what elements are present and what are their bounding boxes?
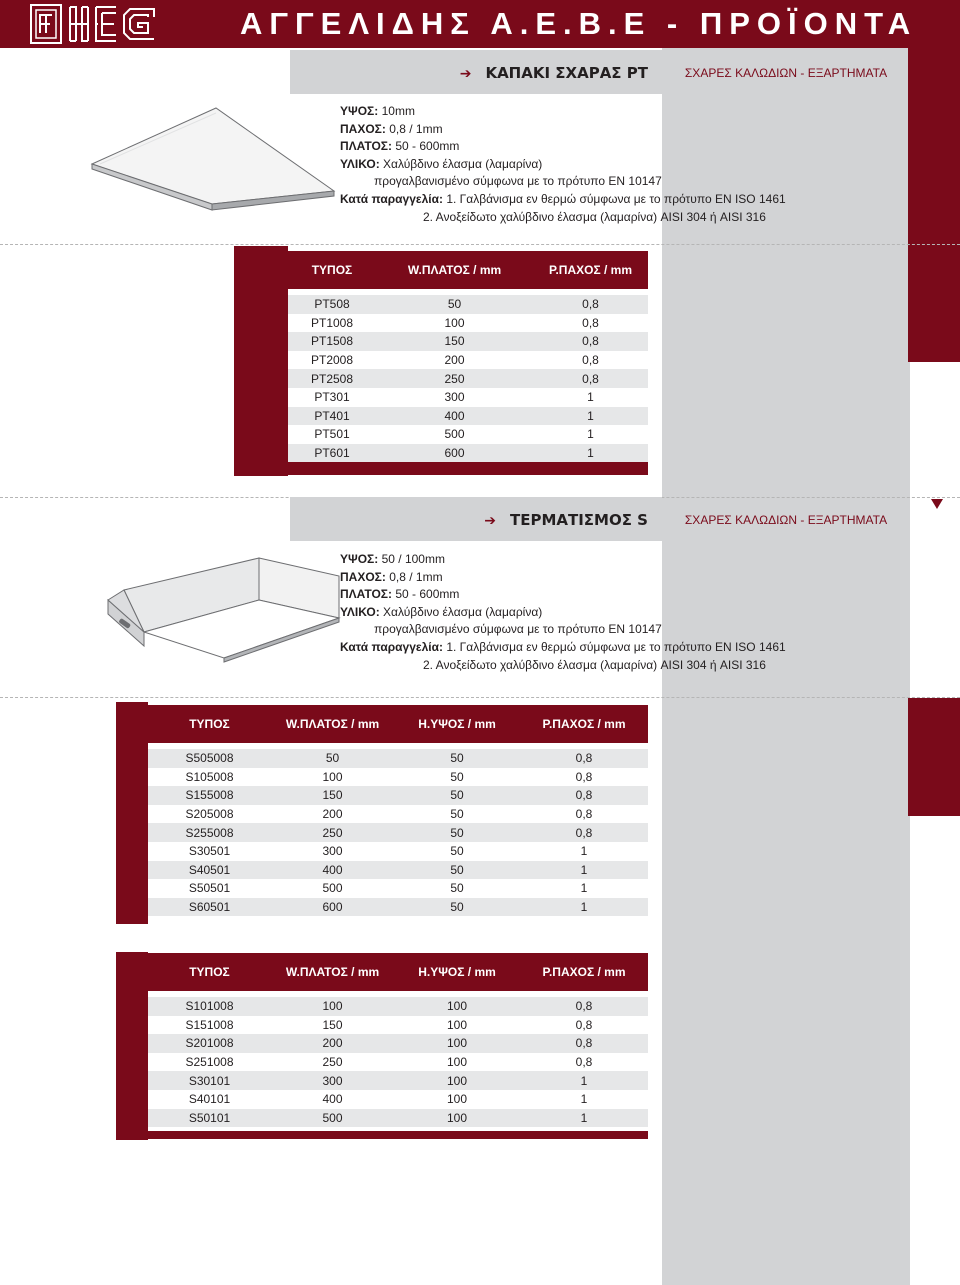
table-cell: S50101 <box>148 1109 271 1128</box>
table-cell: PT501 <box>288 425 376 444</box>
table-cell: 50 <box>394 823 520 842</box>
table-cell: 0,8 <box>520 1034 648 1053</box>
section-title-text: ΚΑΠΑΚΙ ΣΧΑΡΑΣ PT <box>485 64 648 82</box>
table-cell: 300 <box>271 842 394 861</box>
table-header-row: ΤΥΠΟΣ W.ΠΛΑΤΟΣ / mm P.ΠΑΧΟΣ / mm <box>288 251 648 289</box>
page-tab-top <box>908 48 960 362</box>
end-piece-table-50 <box>148 705 648 916</box>
table-cell: S505008 <box>148 749 271 768</box>
table-cell: PT2008 <box>288 351 376 370</box>
table-cell: 150 <box>376 332 533 351</box>
table-header-row: ΤΥΠΟΣ W.ΠΛΑΤΟΣ / mm H.ΥΨΟΣ / mm P.ΠΑΧΟΣ / mm <box>148 953 648 991</box>
table-cell: S40501 <box>148 861 271 880</box>
table-cell: 100 <box>376 314 533 333</box>
table-side-band <box>234 246 288 476</box>
table-cell: 0,8 <box>533 332 648 351</box>
table-cell: S30101 <box>148 1071 271 1090</box>
table-cell: 1 <box>533 388 648 407</box>
table-row <box>288 407 648 426</box>
table-cell: 250 <box>271 1053 394 1072</box>
table-cell: 0,8 <box>520 1053 648 1072</box>
cover-table <box>288 251 648 475</box>
arrow-right-icon: ➔ <box>459 66 472 82</box>
table-row <box>288 369 648 388</box>
table-cell: 500 <box>376 425 533 444</box>
table-cell: 400 <box>271 1090 394 1109</box>
table-cell: S101008 <box>148 997 271 1016</box>
table-cell: PT1508 <box>288 332 376 351</box>
table-cell: 50 <box>394 898 520 917</box>
specs-block: ΥΨΟΣ: 10mm ΠΑΧΟΣ: 0,8 / 1mm ΠΛΑΤΟΣ: 50 - 600mm ΥΛΙΚΟ: Χαλύβδινο έλασμα (λαμαρίνα) προγαλβανισμένο σύμφωνα με το πρότυπο EN 10147 Κατά παραγγελία: 1. Γαλβάνισμα εν θερμώ σύμφωνα με το πρότυπο EN ISO 1461 2. Ανοξείδωτο χαλύβδινο έλασμα (λαμαρίνα) AISI 304 ή AISI 316 <box>340 104 786 224</box>
table-cell: 100 <box>394 1034 520 1053</box>
table-row <box>148 898 648 917</box>
table-cell: PT508 <box>288 295 376 314</box>
table-cell: S201008 <box>148 1034 271 1053</box>
table-cell: S30501 <box>148 842 271 861</box>
table-cell: 50 <box>394 786 520 805</box>
company-logo <box>30 3 158 45</box>
section-title <box>460 50 648 94</box>
table-cell: 50 <box>394 879 520 898</box>
table-cell: 1 <box>520 1090 648 1109</box>
table-cell: 50 <box>376 295 533 314</box>
table-row <box>148 1034 648 1053</box>
table-cell: S50501 <box>148 879 271 898</box>
table-cell: S155008 <box>148 786 271 805</box>
table-cell: 250 <box>376 369 533 388</box>
table-row <box>288 295 648 314</box>
table-cell: S205008 <box>148 805 271 824</box>
table-cell: 50 <box>271 749 394 768</box>
dashed-divider <box>0 244 960 245</box>
table-cell: 100 <box>394 1071 520 1090</box>
table-cell: 1 <box>520 1109 648 1128</box>
table-cell: 150 <box>271 1016 394 1035</box>
arrow-right-icon: ➔ <box>484 513 496 529</box>
table-cell: 0,8 <box>520 823 648 842</box>
section-category: ΣΧΑΡΕΣ ΚΑΛΩΔΙΩΝ - ΕΞΑΡΤΗΜΑΤΑ <box>684 66 888 80</box>
table-row <box>148 786 648 805</box>
table-cell: 0,8 <box>533 295 648 314</box>
table-cell: 200 <box>271 1034 394 1053</box>
table-cell: 1 <box>533 407 648 426</box>
table-cell: 150 <box>271 786 394 805</box>
table-row <box>148 1090 648 1109</box>
table-cell: S151008 <box>148 1016 271 1035</box>
table-cell: 100 <box>394 1053 520 1072</box>
table-cell: 100 <box>394 1109 520 1128</box>
dashed-divider <box>0 697 960 698</box>
table-row <box>288 425 648 444</box>
table-cell: S255008 <box>148 823 271 842</box>
table-cell: 1 <box>520 1071 648 1090</box>
section-title-text: ΤΕΡΜΑΤΙΣΜΟΣ S <box>509 511 648 529</box>
cover-product-drawing <box>84 96 344 216</box>
specs-block: ΥΨΟΣ: 50 / 100mm ΠΑΧΟΣ: 0,8 / 1mm ΠΛΑΤΟΣ: 50 - 600mm ΥΛΙΚΟ: Χαλύβδινο έλασμα (λαμαρίνα) προγαλβανισμένο σύμφωνα με το πρότυπο EN 10147 Κατά παραγγελία: 1. Γαλβάνισμα εν θερμώ σύμφωνα με το πρότυπο EN ISO 1461 2. Ανοξείδωτο χαλύβδινο έλασμα (λαμαρίνα) AISI 304 ή AISI 316 <box>340 552 786 672</box>
table-cell: 0,8 <box>533 314 648 333</box>
triangle-down-icon <box>931 499 943 509</box>
table-side-band <box>116 702 148 924</box>
table-cell: 0,8 <box>520 805 648 824</box>
page-title: ΑΓΓΕΛΙΔΗΣ Α.Ε.Β.Ε - ΠΡΟΪΟΝΤΑ <box>240 6 918 41</box>
table-cell: 0,8 <box>533 369 648 388</box>
table-cell: 100 <box>394 1016 520 1035</box>
table-row <box>148 1053 648 1072</box>
table-row <box>288 351 648 370</box>
table-row <box>148 997 648 1016</box>
table-cell: 400 <box>376 407 533 426</box>
table-row <box>288 314 648 333</box>
table-cell: 0,8 <box>533 351 648 370</box>
table-cell: PT401 <box>288 407 376 426</box>
section-category: ΣΧΑΡΕΣ ΚΑΛΩΔΙΩΝ - ΕΞΑΡΤΗΜΑΤΑ <box>684 513 888 527</box>
table-cell: S105008 <box>148 768 271 787</box>
page-tab-bottom <box>908 698 960 816</box>
table-row <box>288 444 648 463</box>
table-cell: 250 <box>271 823 394 842</box>
table-cell: 1 <box>533 425 648 444</box>
table-side-band <box>116 952 148 1140</box>
table-row <box>148 1071 648 1090</box>
table-cell: 0,8 <box>520 1016 648 1035</box>
table-cell: PT1008 <box>288 314 376 333</box>
table-row <box>148 842 648 861</box>
table-cell: 0,8 <box>520 749 648 768</box>
table-cell: 600 <box>376 444 533 463</box>
end-piece-table-100 <box>148 953 648 1127</box>
end-piece-product-drawing <box>84 548 344 668</box>
table-row <box>148 879 648 898</box>
table-row <box>148 749 648 768</box>
table-cell: 1 <box>520 898 648 917</box>
table-row <box>148 1016 648 1035</box>
table-row <box>148 768 648 787</box>
table-footer-band <box>148 1131 648 1139</box>
table-cell: 1 <box>520 861 648 880</box>
table-cell: 0,8 <box>520 997 648 1016</box>
table-cell: 200 <box>271 805 394 824</box>
table-row <box>148 1109 648 1128</box>
table-cell: 1 <box>520 879 648 898</box>
table-row <box>288 388 648 407</box>
table-cell: 1 <box>520 842 648 861</box>
table-cell: 50 <box>394 861 520 880</box>
table-cell: 400 <box>271 861 394 880</box>
table-row <box>148 805 648 824</box>
table-cell: PT301 <box>288 388 376 407</box>
table-row <box>148 823 648 842</box>
table-cell: 50 <box>394 842 520 861</box>
table-cell: S40101 <box>148 1090 271 1109</box>
table-cell: 0,8 <box>520 786 648 805</box>
table-cell: 300 <box>271 1071 394 1090</box>
table-cell: 500 <box>271 879 394 898</box>
table-cell: 100 <box>394 997 520 1016</box>
table-row <box>148 861 648 880</box>
table-cell: PT2508 <box>288 369 376 388</box>
table-cell: S60501 <box>148 898 271 917</box>
table-cell: 50 <box>394 768 520 787</box>
table-cell: 50 <box>394 805 520 824</box>
table-cell: 300 <box>376 388 533 407</box>
table-cell: 0,8 <box>520 768 648 787</box>
table-cell: 50 <box>394 749 520 768</box>
table-header-row: ΤΥΠΟΣ W.ΠΛΑΤΟΣ / mm H.ΥΨΟΣ / mm P.ΠΑΧΟΣ / mm <box>148 705 648 743</box>
table-cell: 600 <box>271 898 394 917</box>
table-row <box>288 332 648 351</box>
table-cell: 1 <box>533 444 648 463</box>
table-cell: 100 <box>394 1090 520 1109</box>
table-cell: PT601 <box>288 444 376 463</box>
table-cell: 100 <box>271 997 394 1016</box>
table-cell: 100 <box>271 768 394 787</box>
table-cell: 500 <box>271 1109 394 1128</box>
section-title <box>484 497 648 541</box>
table-cell: S251008 <box>148 1053 271 1072</box>
table-cell: 200 <box>376 351 533 370</box>
